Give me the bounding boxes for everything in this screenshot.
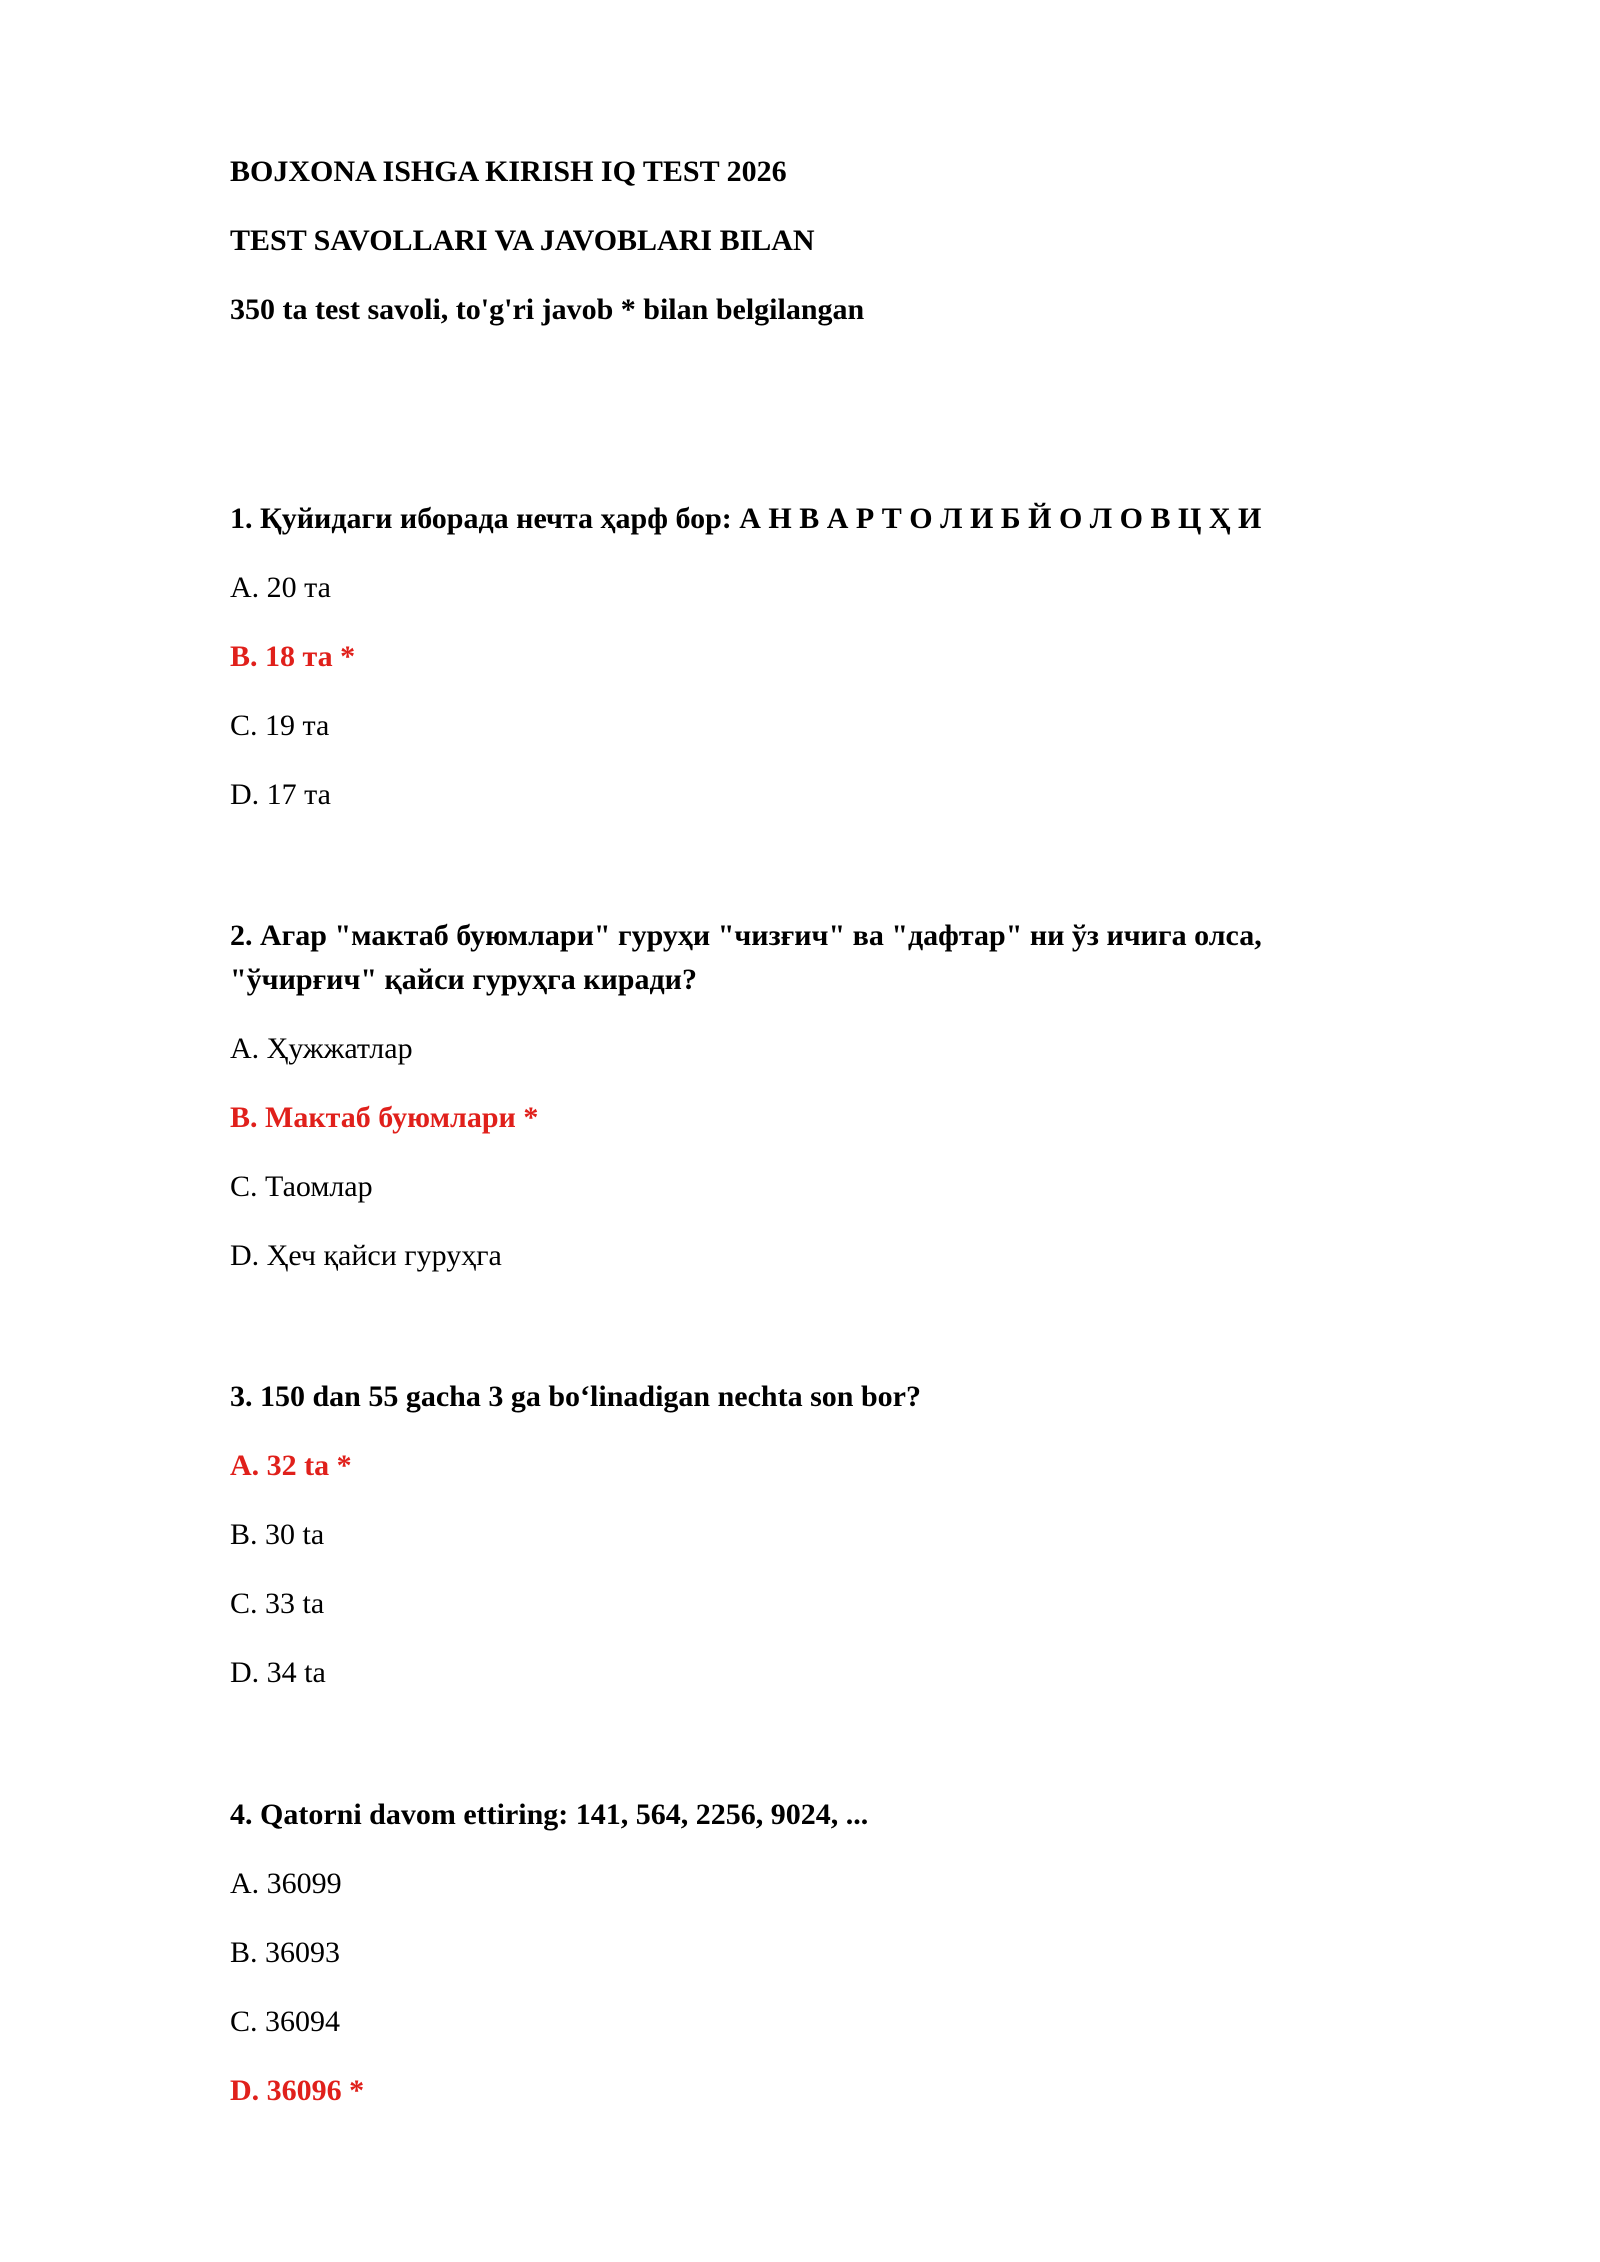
question-4-option-c: C. 36094 — [230, 2005, 341, 2038]
question-1-option-c: C. 19 та — [230, 709, 330, 742]
question-2-option-b-correct: B. Мактаб буюмлари * — [230, 1101, 539, 1134]
question-2-text: 2. Агар "мактаб буюмлари" гуруҳи "чизғич" ва "дафтар" ни ўз ичига олса, "ўчирғич" қайси гуруҳга киради? — [230, 919, 1262, 996]
question-1-option-a: A. 20 та — [230, 571, 331, 604]
question-4-text: 4. Qatorni davom ettiring: 141, 564, 2256, 9024, ... — [230, 1798, 869, 1831]
question-1-text: 1. Қуйидаги иборада нечта ҳарф бор: А Н В А Р Т О Л И Б Й О Л О В Ц Ҳ И — [230, 502, 1262, 535]
question-3-option-d: D. 34 ta — [230, 1656, 326, 1689]
question-3-option-b: B. 30 ta — [230, 1518, 325, 1551]
question-4-option-a: A. 36099 — [230, 1867, 342, 1900]
question-2-option-c: C. Таомлар — [230, 1170, 373, 1203]
question-4-option-d-correct: D. 36096 * — [230, 2074, 365, 2107]
question-1-option-d: D. 17 та — [230, 778, 331, 811]
question-4-option-b: B. 36093 — [230, 1936, 341, 1969]
question-3-text: 3. 150 dan 55 gacha 3 ga bo‘linadigan nechta son bor? — [230, 1380, 921, 1413]
document-title: BOJXONA ISHGA KIRISH IQ TEST 2026 — [230, 155, 787, 188]
document-note: 350 ta test savoli, to'g'ri javob * bilan belgilangan — [230, 293, 865, 326]
question-3-option-c: C. 33 ta — [230, 1587, 325, 1620]
question-3-option-a-correct: A. 32 ta * — [230, 1449, 352, 1482]
document-subtitle: TEST SAVOLLARI VA JAVOBLARI BILAN — [230, 224, 815, 257]
question-1-option-b-correct: B. 18 та * — [230, 640, 356, 673]
question-2-option-d: D. Ҳеч қайси гуруҳга — [230, 1239, 502, 1272]
question-2-option-a: A. Ҳужжатлар — [230, 1032, 413, 1065]
